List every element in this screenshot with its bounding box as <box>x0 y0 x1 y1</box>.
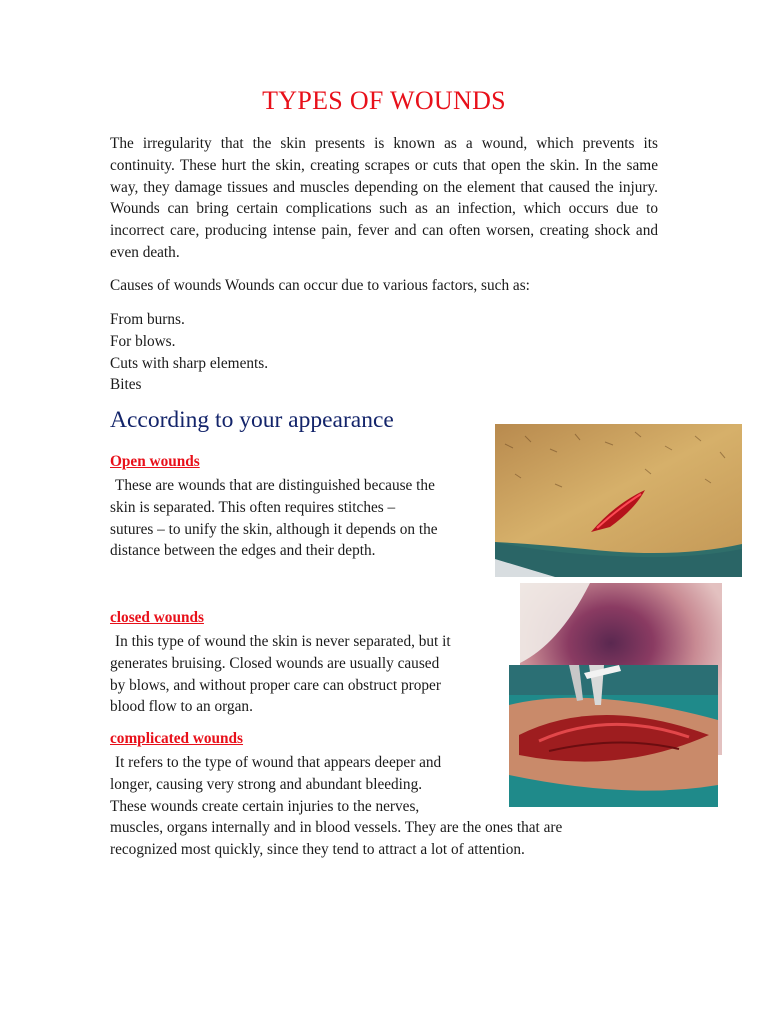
text-line: blood flow to an organ. <box>110 698 253 716</box>
text-line: These are wounds that are distinguished because the <box>115 477 435 494</box>
complicated-wounds-text <box>110 752 562 861</box>
intro-paragraph: The irregularity that the skin presents is known as a wound, which prevents its continuity. These hurt the skin, creating scrapes or cuts that open the skin. In the same way, they damage tissues and muscles depending on the element that caused the injury. Wounds can bring certain complications such as an infection, which occurs due to incorrect care, producing intense pain, fever and can often worsen, creating shock and even death. <box>110 135 658 261</box>
text-line: recognized most quickly, since they tend to attract a lot of attention. <box>110 841 525 859</box>
text-line: generates bruising. Closed wounds are usually caused <box>110 654 440 672</box>
text-line: skin is separated. This often requires stitches – <box>110 498 396 516</box>
complicated-wound-photo <box>509 665 718 807</box>
open-wounds-text <box>110 475 438 562</box>
open-wounds-title: Open wounds <box>110 453 200 470</box>
text-line: These wounds create certain injuries to the nerves, <box>110 797 420 815</box>
page-title: TYPES OF WOUNDS <box>262 86 506 115</box>
list-item: Bites <box>110 376 142 394</box>
causes-list <box>110 309 268 396</box>
closed-wounds-title: closed wounds <box>110 609 204 626</box>
text-line: It refers to the type of wound that appears deeper and <box>115 754 442 771</box>
text-line: In this type of wound the skin is never separated, but it <box>115 633 451 650</box>
text-line: longer, causing very strong and abundant bleeding. <box>110 775 423 793</box>
text-line: by blows, and without proper care can obstruct proper <box>110 676 441 694</box>
list-item: Cuts with sharp elements. <box>110 354 269 372</box>
causes-intro: Causes of wounds Wounds can occur due to various factors, such as: <box>110 277 530 294</box>
text-line: sutures – to unify the skin, although it depends on the <box>110 520 438 538</box>
text-line: muscles, organs internally and in blood vessels. They are the ones that are <box>110 819 563 837</box>
text-line: distance between the edges and their depth. <box>110 542 376 560</box>
list-item: For blows. <box>110 332 176 350</box>
complicated-wounds-title: complicated wounds <box>110 730 244 747</box>
closed-wounds-text <box>110 631 451 718</box>
list-item: From burns. <box>110 311 185 328</box>
open-wound-photo <box>495 424 742 577</box>
section-heading: According to your appearance <box>110 407 394 433</box>
